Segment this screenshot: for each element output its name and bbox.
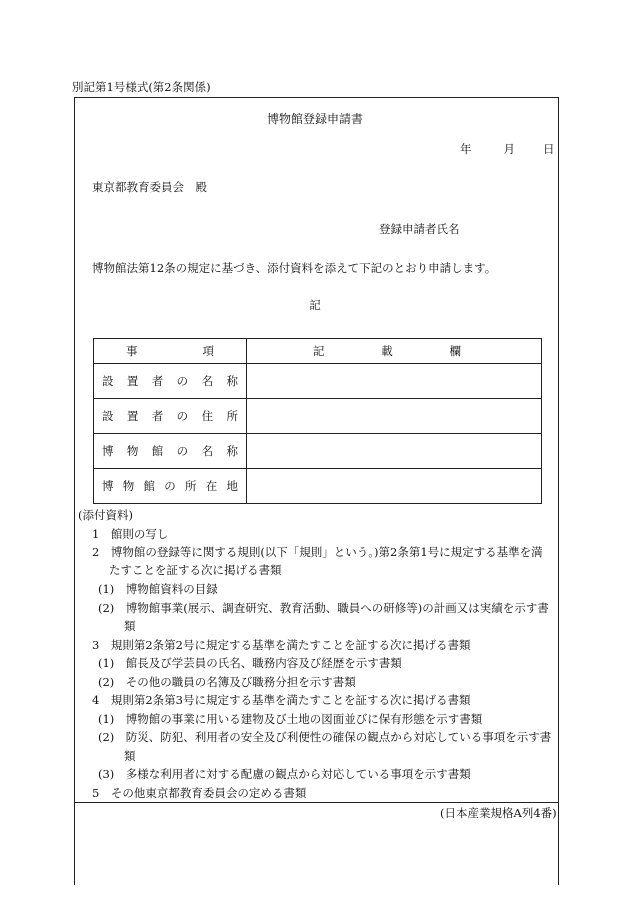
document-title: 博物館登録申請書 <box>266 112 363 126</box>
date-day: 日 <box>543 142 555 156</box>
row-label <box>94 469 247 504</box>
header-item-char: 事 <box>126 344 138 358</box>
table-row <box>94 364 542 399</box>
attachment-item: 5 その他東京都教育委員会の定める書類 <box>92 786 307 800</box>
attachment-subitem: (2) 博物館事業(展示、調査研究、教育活動、職員への研修等)の計画又は実績を示す書 <box>98 601 549 615</box>
attachment-item: 1 館則の写し <box>92 527 169 541</box>
date-month: 月 <box>503 142 515 156</box>
row-label-char: 称 <box>226 444 238 458</box>
row-label-char: 置 <box>126 409 139 423</box>
row-label-char: の <box>176 444 189 458</box>
attachment-subitem: (3) 多様な利用者に対する配慮の観点から対応している事項を示す書類 <box>98 767 471 781</box>
attachments-title: (添付資料) <box>78 508 133 522</box>
entry-cell-founder-name[interactable] <box>247 364 542 399</box>
applicant-name-label: 登録申請者氏名 <box>379 222 460 236</box>
row-label-char: 者 <box>151 374 164 388</box>
row-label-char: 称 <box>226 374 238 388</box>
row-label-char: 名 <box>201 374 214 388</box>
date-line <box>460 142 555 156</box>
row-label-char: 名 <box>201 444 214 458</box>
row-label-char: 館 <box>151 444 164 458</box>
table-header-row <box>94 339 542 364</box>
row-label-char: の <box>164 479 176 493</box>
row-label-char: 地 <box>226 479 238 493</box>
row-label-char: 所 <box>226 409 238 423</box>
row-label-char: の <box>176 374 189 388</box>
ki-heading: 記 <box>309 298 321 312</box>
attachment-subitem-continued: 類 <box>124 619 136 633</box>
attachment-subitem: (1) 博物館の事業に用いる建物及び土地の図面並びに保有形態を示す書類 <box>98 712 483 726</box>
attachment-item: 4 規則第2条第3号に規定する基準を満たすことを証する次に掲げる書類 <box>92 693 471 707</box>
row-label-char: 博 <box>102 444 114 458</box>
row-label-char: 館 <box>143 479 155 493</box>
header-entry-char: 載 <box>381 344 393 358</box>
row-label-char: 置 <box>126 374 139 388</box>
row-label-char: 設 <box>102 409 114 423</box>
header-item <box>94 339 247 364</box>
entry-cell-museum-location[interactable] <box>247 469 542 504</box>
paper-size-note: (日本産業規格A列4番) <box>440 806 557 820</box>
entry-cell-museum-name[interactable] <box>247 434 542 469</box>
attachment-subitem-continued: 類 <box>124 749 136 763</box>
intro-text: 博物館法第12条の規定に基づき、添付資料を添えて下記のとおり申請します。 <box>92 261 497 275</box>
attachment-subitem: (2) その他の職員の名簿及び職務分担を示す書類 <box>98 675 356 689</box>
form-frame-bottom <box>74 802 559 803</box>
header-entry <box>247 339 542 364</box>
row-label-char: 設 <box>102 374 114 388</box>
form-label: 別記第1号様式(第2条関係) <box>72 80 211 94</box>
addressee: 東京都教育委員会 殿 <box>92 180 207 194</box>
table-row <box>94 399 542 434</box>
row-label-char: 博 <box>102 479 114 493</box>
row-label-char: 物 <box>122 479 135 493</box>
row-label-char: 者 <box>151 409 164 423</box>
row-label-char: 住 <box>201 409 214 423</box>
row-label <box>94 434 247 469</box>
attachment-item: 2 博物館の登録等に関する規則(以下「規則」という。)第2条第1号に規定する基準を満 <box>92 545 543 559</box>
row-label <box>94 399 247 434</box>
row-label-char: 在 <box>205 479 218 493</box>
attachment-subitem: (1) 博物館資料の目録 <box>98 582 218 596</box>
row-label-char: 物 <box>126 444 139 458</box>
attachment-subitem: (1) 館長及び学芸員の氏名、職務内容及び経歴を示す書類 <box>98 656 402 670</box>
attachment-subitem: (2) 防災、防犯、利用者の安全及び利便性の確保の観点から対応している事項を示す書 <box>98 730 552 744</box>
header-entry-char: 記 <box>313 344 325 358</box>
row-label-char: 所 <box>185 479 197 493</box>
entry-cell-founder-address[interactable] <box>247 399 542 434</box>
header-item-char: 項 <box>202 344 214 358</box>
items-table <box>93 338 542 504</box>
date-year: 年 <box>460 142 472 156</box>
attachment-item: 3 規則第2条第2号に規定する基準を満たすことを証する次に掲げる書類 <box>92 638 471 652</box>
row-label <box>94 364 247 399</box>
row-label-char: の <box>176 409 189 423</box>
table-row <box>94 469 542 504</box>
table-row <box>94 434 542 469</box>
attachment-item-continued: たすことを証する次に掲げる書類 <box>109 563 282 577</box>
header-entry-char: 欄 <box>449 344 461 358</box>
